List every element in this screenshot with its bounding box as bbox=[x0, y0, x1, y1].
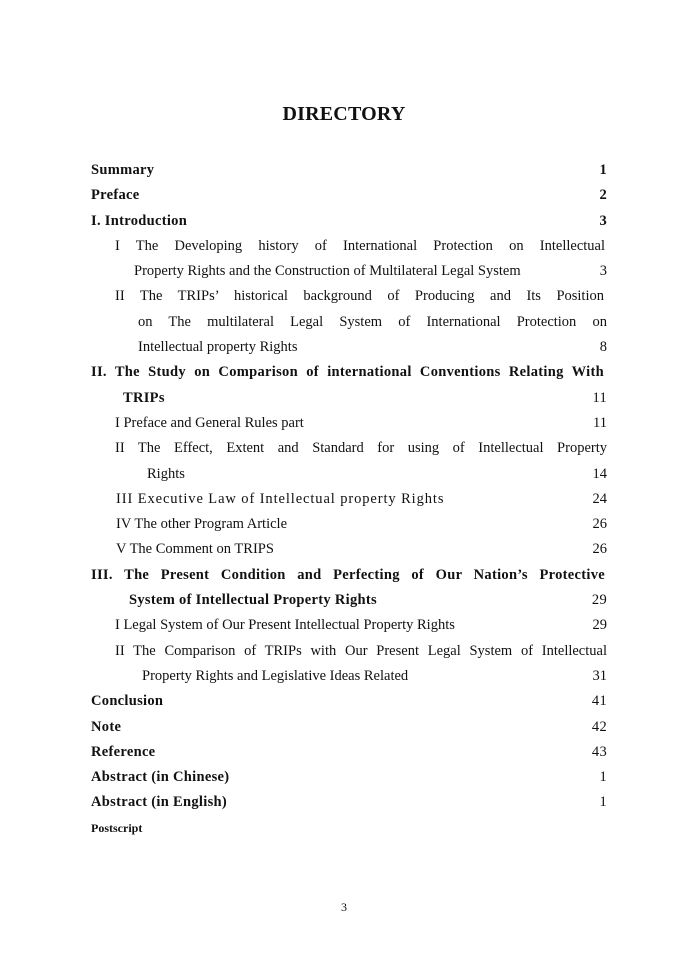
toc-label: Abstract (in Chinese) bbox=[91, 769, 230, 786]
toc-page: 1 bbox=[599, 162, 607, 178]
toc-entry-present-1[interactable] bbox=[91, 613, 607, 638]
toc-label: Property Rights and the Construction of Multilateral Legal System bbox=[134, 263, 521, 280]
toc-entry-present-line1[interactable] bbox=[91, 563, 607, 588]
toc-entry-present-2-line1[interactable] bbox=[91, 639, 607, 664]
toc-label: Reference bbox=[91, 743, 156, 760]
toc-entry-study-1[interactable] bbox=[91, 411, 607, 436]
toc-entry-present-2-line2[interactable] bbox=[91, 664, 607, 689]
toc-page: 11 bbox=[593, 414, 607, 431]
toc-label: on The multilateral Legal System of International Protection on bbox=[138, 313, 607, 330]
toc-entry-intro-2-line1[interactable] bbox=[91, 284, 607, 309]
toc-page: 26 bbox=[592, 541, 607, 558]
page-number: 3 bbox=[341, 900, 347, 914]
toc-label: Summary bbox=[91, 162, 155, 178]
toc-entry-abstract-english[interactable] bbox=[91, 790, 607, 815]
toc-entry-intro-1-line1[interactable] bbox=[91, 234, 607, 259]
toc-entry-study-2-line1[interactable] bbox=[91, 436, 607, 461]
toc-label: I Legal System of Our Present Intellectual Property Rights bbox=[115, 617, 455, 634]
toc-entry-postscript[interactable]: Postscript bbox=[91, 821, 143, 835]
toc-entry-study-line2[interactable] bbox=[91, 386, 607, 411]
toc-label: I. Introduction bbox=[91, 212, 188, 229]
toc-page: 1 bbox=[599, 769, 607, 786]
toc-label: Rights bbox=[147, 465, 185, 482]
toc-label: II. The Study on Comparison of international Conventions Relating With bbox=[91, 364, 604, 381]
toc-entry-conclusion[interactable] bbox=[91, 689, 607, 714]
toc-entry-intro-1-line2[interactable] bbox=[91, 259, 607, 284]
toc-page: 24 bbox=[592, 490, 607, 507]
toc-page: 31 bbox=[592, 667, 607, 684]
toc-entry-reference[interactable] bbox=[91, 740, 607, 765]
table-of-contents bbox=[91, 158, 607, 816]
toc-page: 1 bbox=[599, 794, 607, 811]
toc-label: Abstract (in English) bbox=[91, 794, 228, 811]
toc-page: 29 bbox=[592, 617, 607, 634]
toc-entry-study-3[interactable] bbox=[91, 487, 607, 512]
toc-label: I The Developing history of International Protection on Intellectual bbox=[115, 237, 605, 254]
toc-page: 3 bbox=[599, 212, 607, 229]
toc-label: II The Effect, Extent and Standard for using of Intellectual Property bbox=[115, 440, 607, 457]
toc-entry-intro-2-line2[interactable] bbox=[91, 310, 607, 335]
page-title: DIRECTORY bbox=[282, 103, 406, 125]
toc-entry-note[interactable] bbox=[91, 715, 607, 740]
toc-entry-study-2-line2[interactable] bbox=[91, 462, 607, 487]
toc-page: 11 bbox=[592, 389, 607, 406]
toc-label: Note bbox=[91, 718, 122, 735]
toc-entry-abstract-chinese[interactable] bbox=[91, 765, 607, 790]
toc-entry-study-5[interactable] bbox=[91, 537, 607, 562]
toc-entry-intro-2-line3[interactable] bbox=[91, 335, 607, 360]
toc-label: System of Intellectual Property Rights bbox=[129, 592, 377, 609]
toc-label: TRIPs bbox=[123, 389, 165, 406]
toc-page: 26 bbox=[592, 516, 607, 533]
toc-label: Intellectual property Rights bbox=[138, 339, 298, 356]
toc-entry-preface[interactable] bbox=[91, 183, 607, 208]
toc-page: 41 bbox=[591, 693, 607, 710]
toc-label: IV The other Program Article bbox=[116, 516, 288, 533]
toc-page: 2 bbox=[599, 187, 607, 204]
toc-label: I Preface and General Rules part bbox=[115, 414, 304, 431]
toc-page: 3 bbox=[599, 263, 607, 280]
toc-label: III. The Present Condition and Perfecting of Our Nation’s Protective bbox=[91, 566, 605, 583]
toc-label: Property Rights and Legislative Ideas Related bbox=[142, 667, 409, 684]
toc-label: V The Comment on TRIPS bbox=[116, 541, 274, 558]
toc-label: Conclusion bbox=[91, 693, 164, 710]
toc-label: Preface bbox=[91, 187, 140, 204]
toc-entry-study-4[interactable] bbox=[91, 512, 607, 537]
toc-label: II The Comparison of TRIPs with Our Present Legal System of Intellectual bbox=[115, 642, 607, 659]
toc-page: 43 bbox=[591, 743, 607, 760]
toc-entry-summary[interactable] bbox=[91, 158, 607, 183]
toc-entry-introduction[interactable] bbox=[91, 209, 607, 234]
toc-page: 29 bbox=[591, 592, 607, 609]
toc-page: 42 bbox=[591, 718, 607, 735]
toc-label: III Executive Law of Intellectual property Rights bbox=[116, 490, 445, 507]
toc-entry-study-line1[interactable] bbox=[91, 360, 607, 385]
toc-entry-present-line2[interactable] bbox=[91, 588, 607, 613]
toc-label: II The TRIPs’ historical background of Producing and Its Position bbox=[115, 288, 604, 305]
toc-page: 8 bbox=[599, 339, 607, 356]
toc-page: 14 bbox=[592, 465, 607, 482]
